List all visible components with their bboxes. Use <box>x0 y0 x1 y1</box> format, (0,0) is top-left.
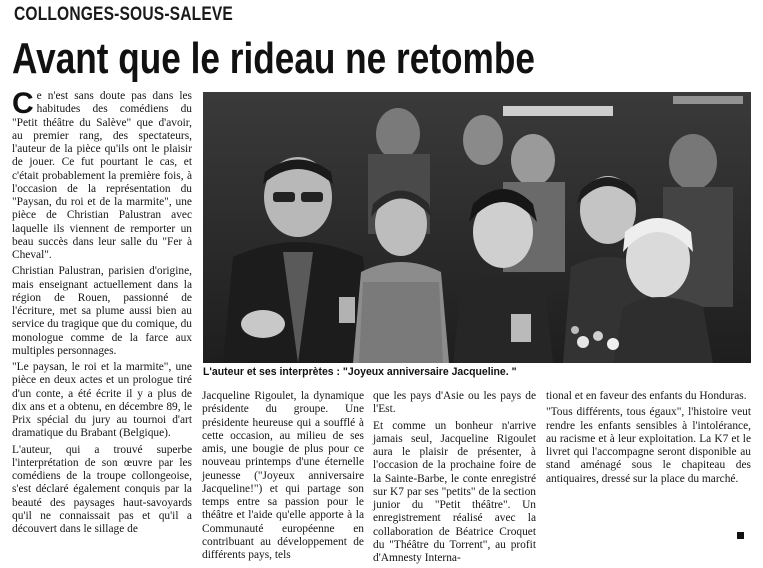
column-3 <box>373 390 536 568</box>
paragraph-text: e n'est sans doute pas dans les habitudes des comédiens du "Petit théâtre du Salève" que d'avoir, au premier rang, des spectateurs, l'auteur de la pièce qu'ils ont le plaisir de jouer. Ce fut pourtant le cas, et c'était probablement la première fois, à l'occasion de la représentation du "Paysan, du roi et de la marmite", une pièce de Christian Palustran avec laquelle ils viennent de remporter un beau succès dans leur salle du "Fer à Cheval". <box>12 90 192 261</box>
drop-cap: C <box>12 87 34 120</box>
paragraph: L'auteur, qui a trouvé superbe l'interprétation de son œuvre par les comédiens de la troupe collongeoise, s'est déclaré également conquis par la beauté des paysages haut-savoyards qu'il ne connaissait pas et qu'il a découvert dans le sillage de <box>12 443 192 535</box>
paragraph <box>12 87 192 262</box>
column-1 <box>12 87 192 539</box>
photo-illustration <box>203 92 751 363</box>
paragraph: Christian Palustran, parisien d'origine, mais enseignant actuellement dans la région de Rouen, passionné de l'écriture, met sa plume aussi bien au service du tragique que du comique, du monologue comme de la farce aux multiples personnages. <box>12 265 192 357</box>
paragraph: Et comme un bonheur n'arrive jamais seul, Jacqueline Rigoulet aura le plaisir de présenter, à l'occasion de la prochaine foire de la Sainte-Barbe, le conte enregistré sur K7 par ses "petits" de la section junior du "Petit théâtre". Un enregistrement réalisé avec la collaboration de Béatrice Croquet du "Théâtre du Torrent", au profit d'Amnesty Interna- <box>373 419 536 564</box>
paragraph: tional et en faveur des enfants du Honduras. <box>546 390 747 402</box>
group-photo <box>203 92 751 363</box>
column-2 <box>202 390 364 565</box>
paragraph: "Tous différents, tous égaux", l'histoire veut rendre les enfants sensibles à l'intolérance, au racisme et à leur exploitation. La K7 et le livret qui l'accompagne seront disponible au stand aménagé sous le chapiteau des antiquaires, dressé sur la place du marché. <box>546 406 751 485</box>
paragraph: que les pays d'Asie ou les pays de l'Est. <box>373 390 536 416</box>
kicker: COLLONGES-SOUS-SALEVE <box>14 4 233 25</box>
headline: Avant que le rideau ne retombe <box>12 34 535 83</box>
paragraph: "Le paysan, le roi et la marmite", une pièce en deux actes et un prologue tiré d'un conte, a été écrite il y a plus de dix ans et a obtenu, en décembre 89, le Prix spécial du jury au tournoi d'art dramatique du Brabant (Belgique). <box>12 361 192 440</box>
column-4 <box>546 390 751 489</box>
paragraph: Jacqueline Rigoulet, la dynamique présidente du groupe. Une présidente heureuse qui a soufflé à cette occasion, au milieu de ses amis, une bougie de plus pour ce nouveau printemps d'une éternelle jeunesse ("Joyeux anniversaire Jacqueline!") et qui partage son temps entre sa passion pour le théâtre et l'aide qu'elle apporte à la Communauté européenne en contribuant au développement de différents pays, tels <box>202 390 364 561</box>
end-of-article-mark <box>737 532 744 539</box>
photo-caption: L'auteur et ses interprètes : "Joyeux anniversaire Jacqueline. " <box>203 366 517 378</box>
